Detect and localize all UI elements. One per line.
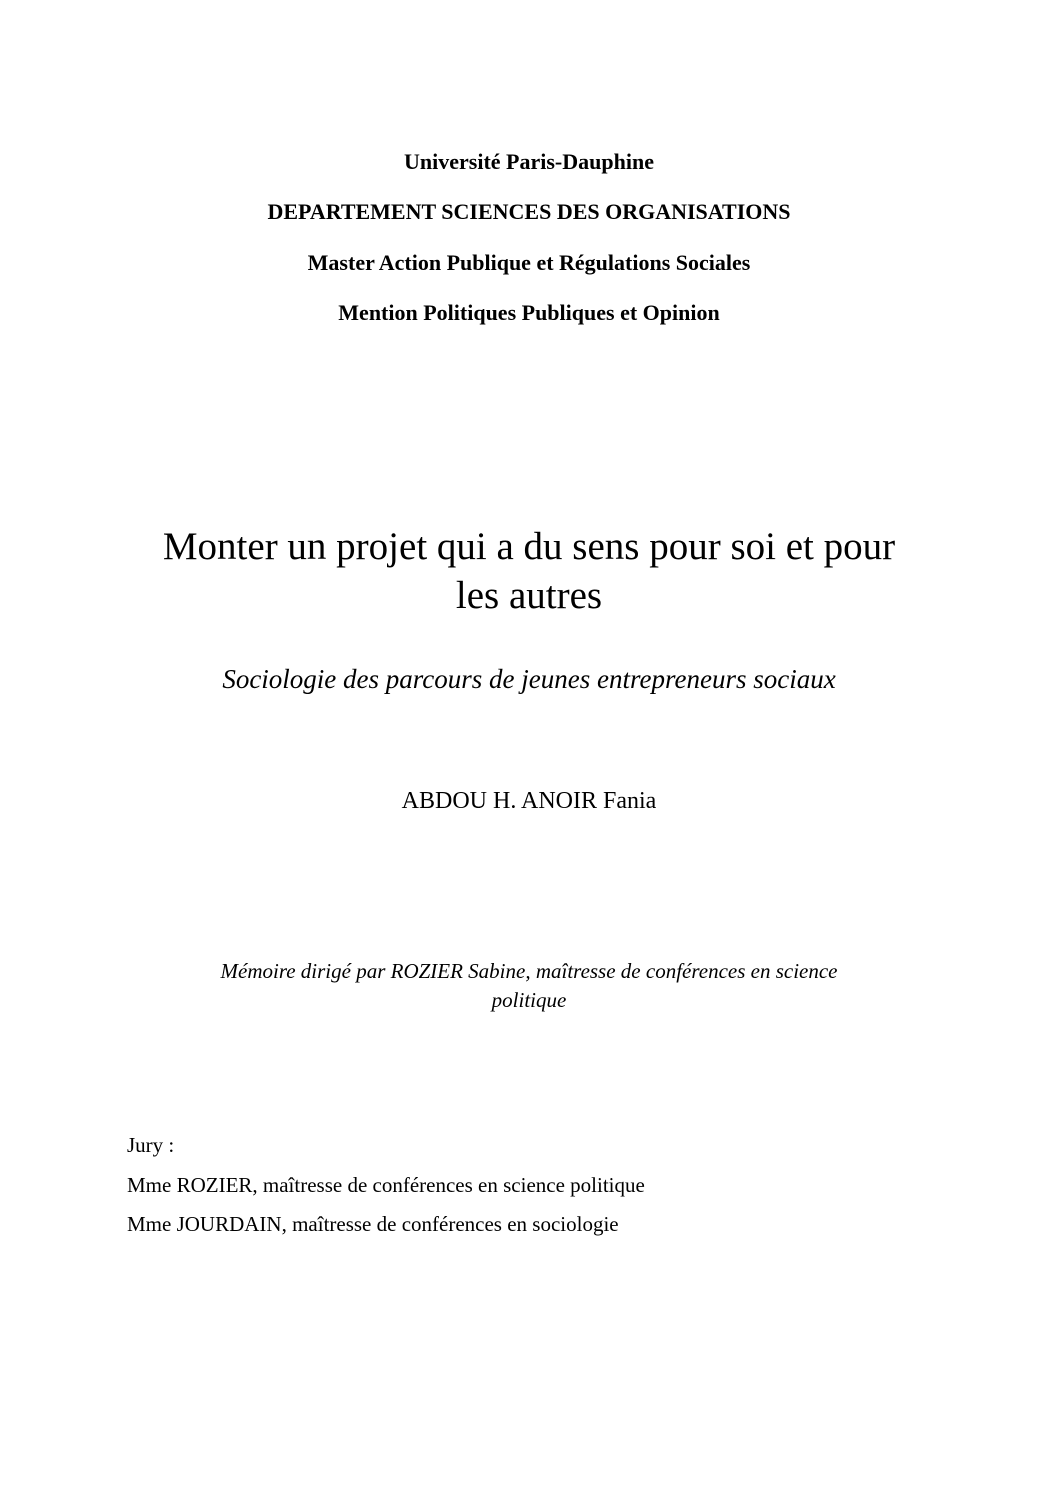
department-name: DEPARTEMENT SCIENCES DES ORGANISATIONS bbox=[267, 199, 791, 224]
supervisor-line-1: Mémoire dirigé par ROZIER Sabine, maîtresse de conférences en science bbox=[220, 959, 838, 983]
jury-member-2: Mme JOURDAIN, maîtresse de conférences en sociologie bbox=[127, 1212, 619, 1236]
supervisor-line-2: politique bbox=[491, 988, 567, 1012]
thesis-title-line-2: les autres bbox=[455, 574, 603, 617]
thesis-subtitle: Sociologie des parcours de jeunes entrepreneurs sociaux bbox=[222, 664, 836, 694]
thesis-title-line-1: Monter un projet qui a du sens pour soi et pour bbox=[162, 525, 896, 568]
author-name: ABDOU H. ANOIR Fania bbox=[401, 788, 657, 814]
mention-name: Mention Politiques Publiques et Opinion bbox=[338, 300, 720, 325]
master-name: Master Action Publique et Régulations Sociales bbox=[307, 250, 751, 275]
jury-member-1: Mme ROZIER, maîtresse de conférences en science politique bbox=[127, 1173, 645, 1197]
jury-label: Jury : bbox=[127, 1133, 175, 1157]
university-name: Université Paris-Dauphine bbox=[404, 149, 654, 174]
